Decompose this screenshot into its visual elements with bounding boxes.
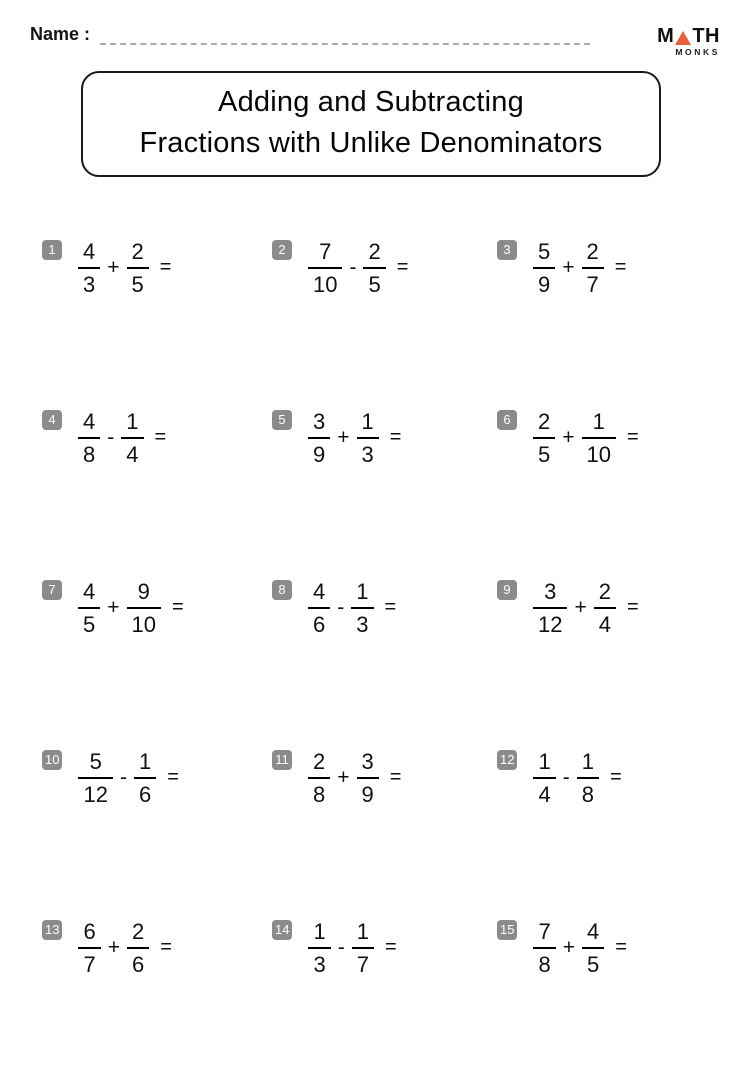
problem-number-badge: 14: [272, 920, 292, 940]
operator-sign: +: [562, 425, 575, 449]
equals-sign: =: [396, 256, 409, 279]
name-input-line[interactable]: [100, 24, 590, 45]
operator-sign: +: [574, 595, 587, 619]
fraction-second: [363, 239, 385, 298]
problems-grid: [0, 239, 742, 1089]
fraction-denominator: 4: [598, 611, 611, 637]
problem: [272, 749, 497, 807]
fraction-denominator: 5: [538, 441, 551, 467]
fraction-second: [577, 749, 599, 808]
problem-number-badge: 12: [497, 750, 517, 770]
fraction-denominator: 8: [83, 441, 96, 467]
fraction-numerator: 1: [308, 919, 330, 949]
fraction-denominator: 3: [313, 951, 326, 977]
fraction-first: [308, 919, 330, 978]
operator-sign: +: [107, 935, 120, 959]
fraction-numerator: 1: [533, 749, 555, 779]
fraction-first: [308, 409, 330, 468]
fraction-first: [533, 579, 567, 638]
fraction-numerator: 4: [308, 579, 330, 609]
fraction-numerator: 1: [134, 749, 156, 779]
operator-sign: +: [107, 595, 120, 619]
problem-number-badge: 2: [272, 240, 292, 260]
fraction-denominator: 3: [83, 271, 96, 297]
fraction-first: [78, 409, 100, 468]
operator-sign: +: [107, 255, 120, 279]
equals-sign: =: [154, 426, 167, 449]
fraction-numerator: 2: [363, 239, 385, 269]
equals-sign: =: [384, 596, 397, 619]
logo-wordmark: [657, 26, 720, 46]
problem-number-badge: 15: [497, 920, 517, 940]
problem: [42, 579, 272, 637]
problem: [42, 239, 272, 297]
fraction-numerator: 5: [533, 239, 555, 269]
problem: [272, 239, 497, 297]
problem-number-badge: 4: [42, 410, 62, 430]
operator-sign: -: [337, 935, 345, 959]
equals-sign: =: [389, 426, 402, 449]
fraction-numerator: 2: [127, 919, 149, 949]
fraction-second: [127, 239, 149, 298]
logo-letter-m: M: [657, 25, 675, 47]
operator-sign: -: [119, 765, 127, 789]
fraction-second: [582, 409, 616, 468]
fraction-first: [78, 919, 100, 978]
fraction-numerator: 2: [308, 749, 330, 779]
fraction-second: [127, 919, 149, 978]
fraction-numerator: 1: [582, 409, 616, 439]
fraction-second: [351, 579, 373, 638]
fraction-numerator: 2: [127, 239, 149, 269]
fraction-numerator: 6: [78, 919, 100, 949]
fraction-first: [308, 749, 330, 808]
fraction-denominator: 8: [313, 781, 326, 807]
fraction-first: [78, 239, 100, 298]
fraction-denominator: 7: [83, 951, 96, 977]
fraction-second: [582, 919, 604, 978]
fraction-numerator: 3: [533, 579, 567, 609]
equals-sign: =: [167, 766, 179, 789]
fraction-numerator: 1: [352, 919, 374, 949]
problem-number-badge: 13: [42, 920, 62, 940]
problem-number-badge: 1: [42, 240, 62, 260]
fraction-second: [134, 749, 156, 808]
fraction-denominator: 5: [368, 271, 381, 297]
fraction-denominator: 9: [538, 271, 551, 297]
equals-sign: =: [614, 256, 627, 279]
logo-letters-th: TH: [692, 25, 720, 47]
fraction-first: [78, 579, 100, 638]
problem: [272, 409, 497, 467]
problem-number-badge: 6: [497, 410, 517, 430]
operator-sign: -: [337, 595, 345, 619]
fraction-denominator: 10: [313, 271, 338, 297]
problem-number-badge: 3: [497, 240, 517, 260]
problem: [497, 409, 742, 467]
problem-number-badge: 8: [272, 580, 292, 600]
problem: [42, 749, 272, 807]
fraction-first: [308, 579, 330, 638]
problem: [272, 919, 497, 977]
title-line-1: Adding and Subtracting: [218, 85, 524, 118]
operator-sign: +: [337, 425, 350, 449]
fraction-denominator: 10: [586, 441, 611, 467]
problem: [272, 579, 497, 637]
fraction-denominator: 7: [356, 951, 369, 977]
fraction-first: [533, 919, 555, 978]
fraction-denominator: 5: [586, 951, 600, 977]
problem: [497, 239, 742, 297]
fraction-second: [357, 749, 379, 808]
fraction-denominator: 12: [538, 611, 563, 637]
fraction-numerator: 5: [78, 749, 112, 779]
fraction-numerator: 4: [78, 239, 100, 269]
fraction-numerator: 2: [582, 239, 604, 269]
fraction-denominator: 9: [313, 441, 326, 467]
fraction-denominator: 6: [313, 611, 326, 637]
fraction-second: [582, 239, 604, 298]
fraction-numerator: 7: [308, 239, 342, 269]
math-monks-logo: [657, 26, 720, 57]
fraction-second: [127, 579, 161, 638]
fraction-denominator: 10: [131, 611, 156, 637]
problem: [497, 749, 742, 807]
equals-sign: =: [609, 766, 622, 789]
title-line-2: Fractions with Unlike Denominators: [139, 126, 603, 159]
header: [0, 0, 742, 57]
equals-sign: =: [627, 596, 639, 619]
problem-number-badge: 10: [42, 750, 62, 770]
fraction-numerator: 4: [582, 919, 604, 949]
fraction-denominator: 9: [361, 781, 374, 807]
fraction-second: [357, 409, 379, 468]
fraction-denominator: 4: [538, 781, 551, 807]
fraction-denominator: 5: [131, 271, 144, 297]
fraction-second: [352, 919, 374, 978]
problem-number-badge: 5: [272, 410, 292, 430]
equals-sign: =: [389, 766, 402, 789]
fraction-denominator: 12: [83, 781, 108, 807]
equals-sign: =: [160, 936, 172, 959]
fraction-denominator: 6: [131, 951, 145, 977]
problem-number-badge: 11: [272, 750, 292, 770]
fraction-numerator: 4: [78, 579, 100, 609]
name-label: Name :: [30, 24, 91, 44]
fraction-first: [533, 409, 555, 468]
problem-number-badge: 7: [42, 580, 62, 600]
operator-sign: +: [562, 935, 575, 959]
fraction-numerator: 7: [533, 919, 555, 949]
fraction-second: [594, 579, 616, 638]
fraction-denominator: 6: [138, 781, 152, 807]
problem: [497, 579, 742, 637]
fraction-numerator: 2: [594, 579, 616, 609]
equals-sign: =: [172, 596, 184, 619]
problem-number-badge: 9: [497, 580, 517, 600]
fraction-first: [533, 239, 555, 298]
fraction-numerator: 1: [121, 409, 143, 439]
fraction-denominator: 3: [356, 611, 369, 637]
fraction-numerator: 4: [78, 409, 100, 439]
worksheet-title-box: [81, 71, 661, 177]
fraction-denominator: 8: [538, 951, 551, 977]
operator-sign: +: [337, 765, 350, 789]
fraction-numerator: 2: [533, 409, 555, 439]
operator-sign: -: [349, 255, 357, 279]
fraction-second: [121, 409, 143, 468]
fraction-denominator: 7: [586, 271, 599, 297]
fraction-first: [78, 749, 112, 808]
fraction-numerator: 3: [308, 409, 330, 439]
operator-sign: -: [562, 765, 570, 789]
fraction-numerator: 1: [357, 409, 379, 439]
fraction-first: [533, 749, 555, 808]
problem: [497, 919, 742, 977]
equals-sign: =: [159, 256, 172, 279]
triangle-icon: [675, 31, 691, 45]
name-row: [30, 24, 590, 45]
fraction-denominator: 8: [581, 781, 594, 807]
operator-sign: -: [107, 425, 115, 449]
operator-sign: +: [562, 255, 575, 279]
problem: [42, 409, 272, 467]
equals-sign: =: [615, 936, 627, 959]
fraction-denominator: 3: [361, 441, 374, 467]
fraction-denominator: 5: [83, 611, 96, 637]
fraction-numerator: 3: [357, 749, 379, 779]
equals-sign: =: [384, 936, 397, 959]
fraction-numerator: 1: [577, 749, 599, 779]
problem: [42, 919, 272, 977]
fraction-first: [308, 239, 342, 298]
fraction-denominator: 4: [126, 441, 139, 467]
fraction-numerator: 9: [127, 579, 161, 609]
logo-subtext: MONKS: [675, 47, 720, 57]
equals-sign: =: [627, 426, 639, 449]
fraction-numerator: 1: [351, 579, 373, 609]
